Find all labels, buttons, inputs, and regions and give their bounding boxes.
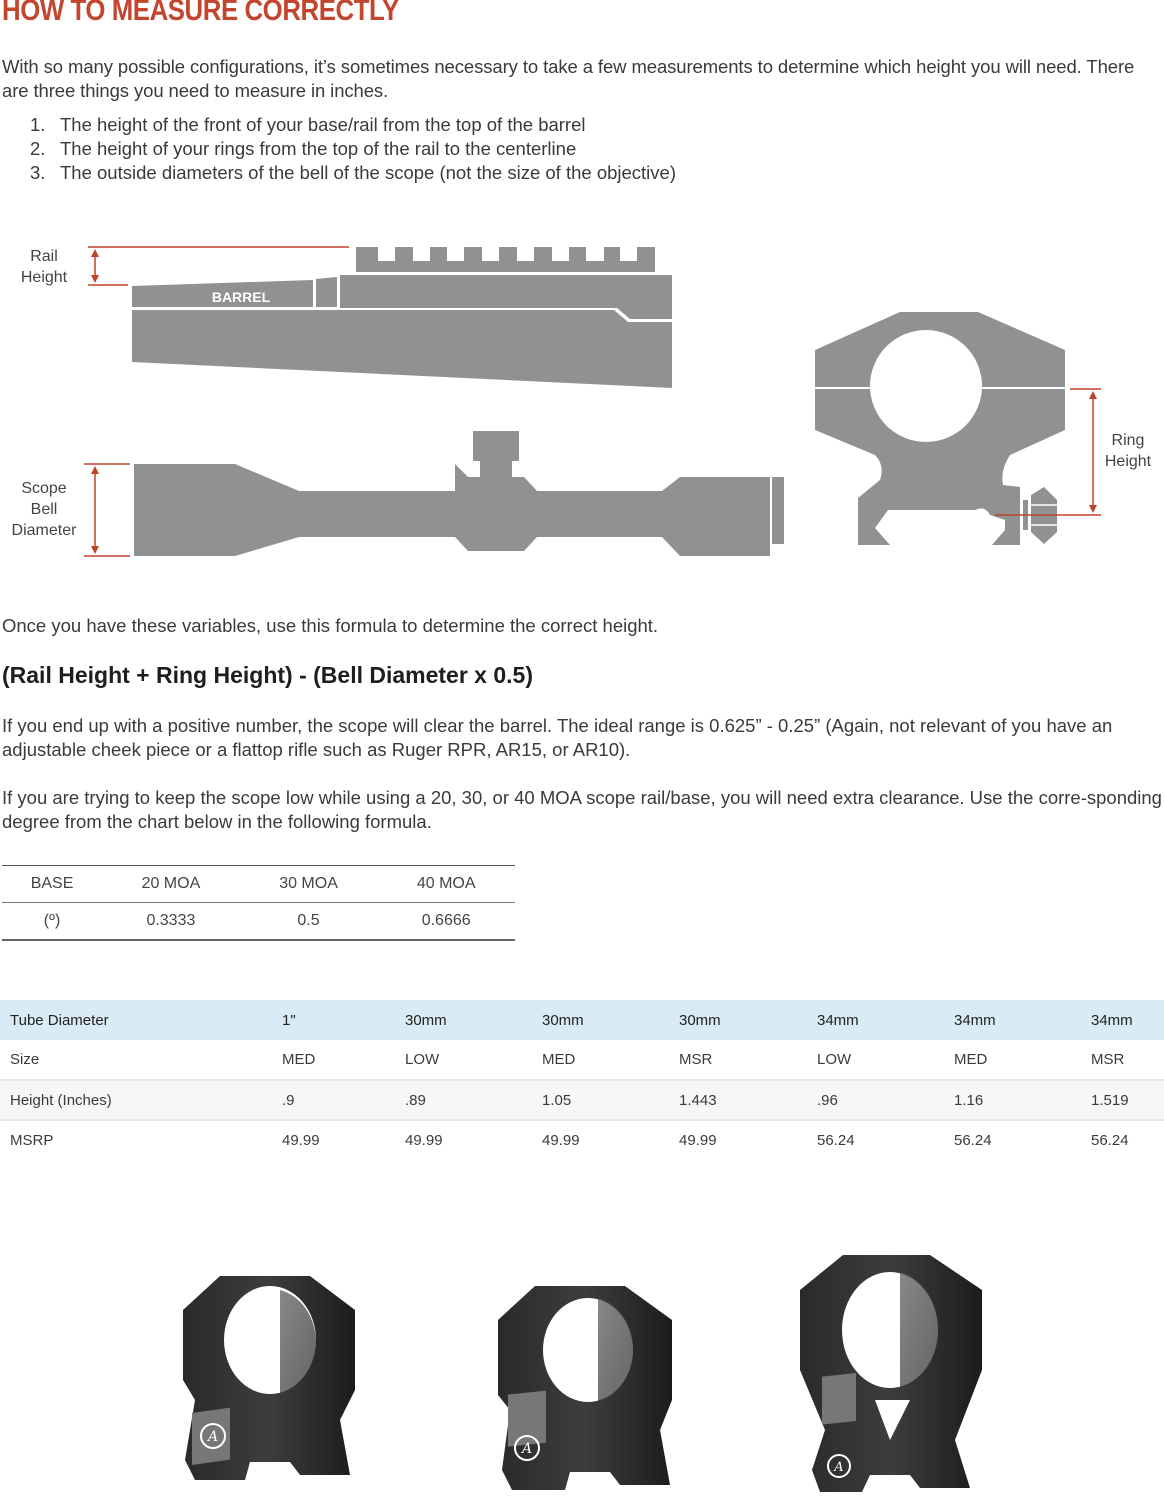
spec-header-row: Tube Diameter 1" 30mm 30mm 30mm 34mm 34mm 34mm — [0, 1000, 1164, 1040]
scope-bell-measure — [84, 464, 130, 556]
rail-height-label: Rail Height — [20, 248, 68, 286]
scope-bell-label: Scope Bell Diameter — [11, 480, 77, 539]
svg-text:A: A — [207, 1429, 219, 1445]
scope-shape — [134, 431, 784, 556]
ring-height-label: Ring Height — [1104, 432, 1152, 470]
moa-header-row: BASE 20 MOA 30 MOA 40 MOA — [2, 866, 515, 903]
ring-medium-image — [498, 1286, 672, 1490]
barrel-label: BARREL — [211, 289, 271, 305]
moa-paragraph: If you are trying to keep the scope low while using a 20, 30, or 40 MOA scope rail/base, you will need extra clearance. Use the corre-sponding degree from the chart below in the following formula. — [2, 787, 1162, 832]
table-row: Size MED LOW MED MSR LOW MED MSR — [0, 1040, 1164, 1080]
rifle-diagram-svg — [0, 230, 1164, 570]
step-item: 2. The height of your rings from the top of the rail to the centerline — [30, 138, 577, 159]
ring-shape — [815, 312, 1065, 545]
step-item: 3. The outside diameters of the bell of the scope (not the size of the objective) — [30, 162, 676, 183]
measurement-diagram — [0, 230, 1164, 570]
formula-text: (Rail Height + Ring Height) - (Bell Diameter x 0.5) — [2, 662, 533, 688]
rail-shape — [356, 247, 655, 272]
measurement-steps — [30, 113, 676, 185]
ring-spec-table — [0, 1000, 1164, 1160]
intro-paragraph: With so many possible configurations, it’s sometimes necessary to take a few measurements to determine which height you will need. There are three things you need to measure in inches. — [2, 56, 1135, 101]
table-row: Height (Inches) .9 .89 1.05 1.443 .96 1.16 1.519 — [0, 1080, 1164, 1120]
ring-msr-image — [800, 1255, 982, 1492]
table-row: MSRP 49.99 49.99 49.99 49.99 56.24 56.24 56.24 — [10, 1132, 1129, 1149]
page-title: HOW TO MEASURE CORRECTLY — [2, 0, 399, 27]
formula-intro: Once you have these variables, use this formula to determine the correct height. — [2, 615, 659, 636]
moa-table — [2, 865, 515, 941]
svg-text:A: A — [834, 1460, 844, 1475]
ring-low-image — [183, 1276, 355, 1480]
product-images — [0, 1240, 1164, 1500]
step-item: 1. The height of the front of your base/rail from the top of the barrel — [30, 114, 586, 135]
moa-value-row: (º) 0.3333 0.5 0.6666 — [2, 903, 515, 940]
svg-text:A: A — [521, 1441, 533, 1457]
positive-paragraph: If you end up with a positive number, the scope will clear the barrel. The ideal range is 0.625” - 0.25” (Again, not relevant of you have an adjustable cheek piece or a flattop rifle such as Ruger RPR, AR15, or AR10). — [2, 715, 1113, 760]
rail-height-measure — [88, 247, 349, 285]
